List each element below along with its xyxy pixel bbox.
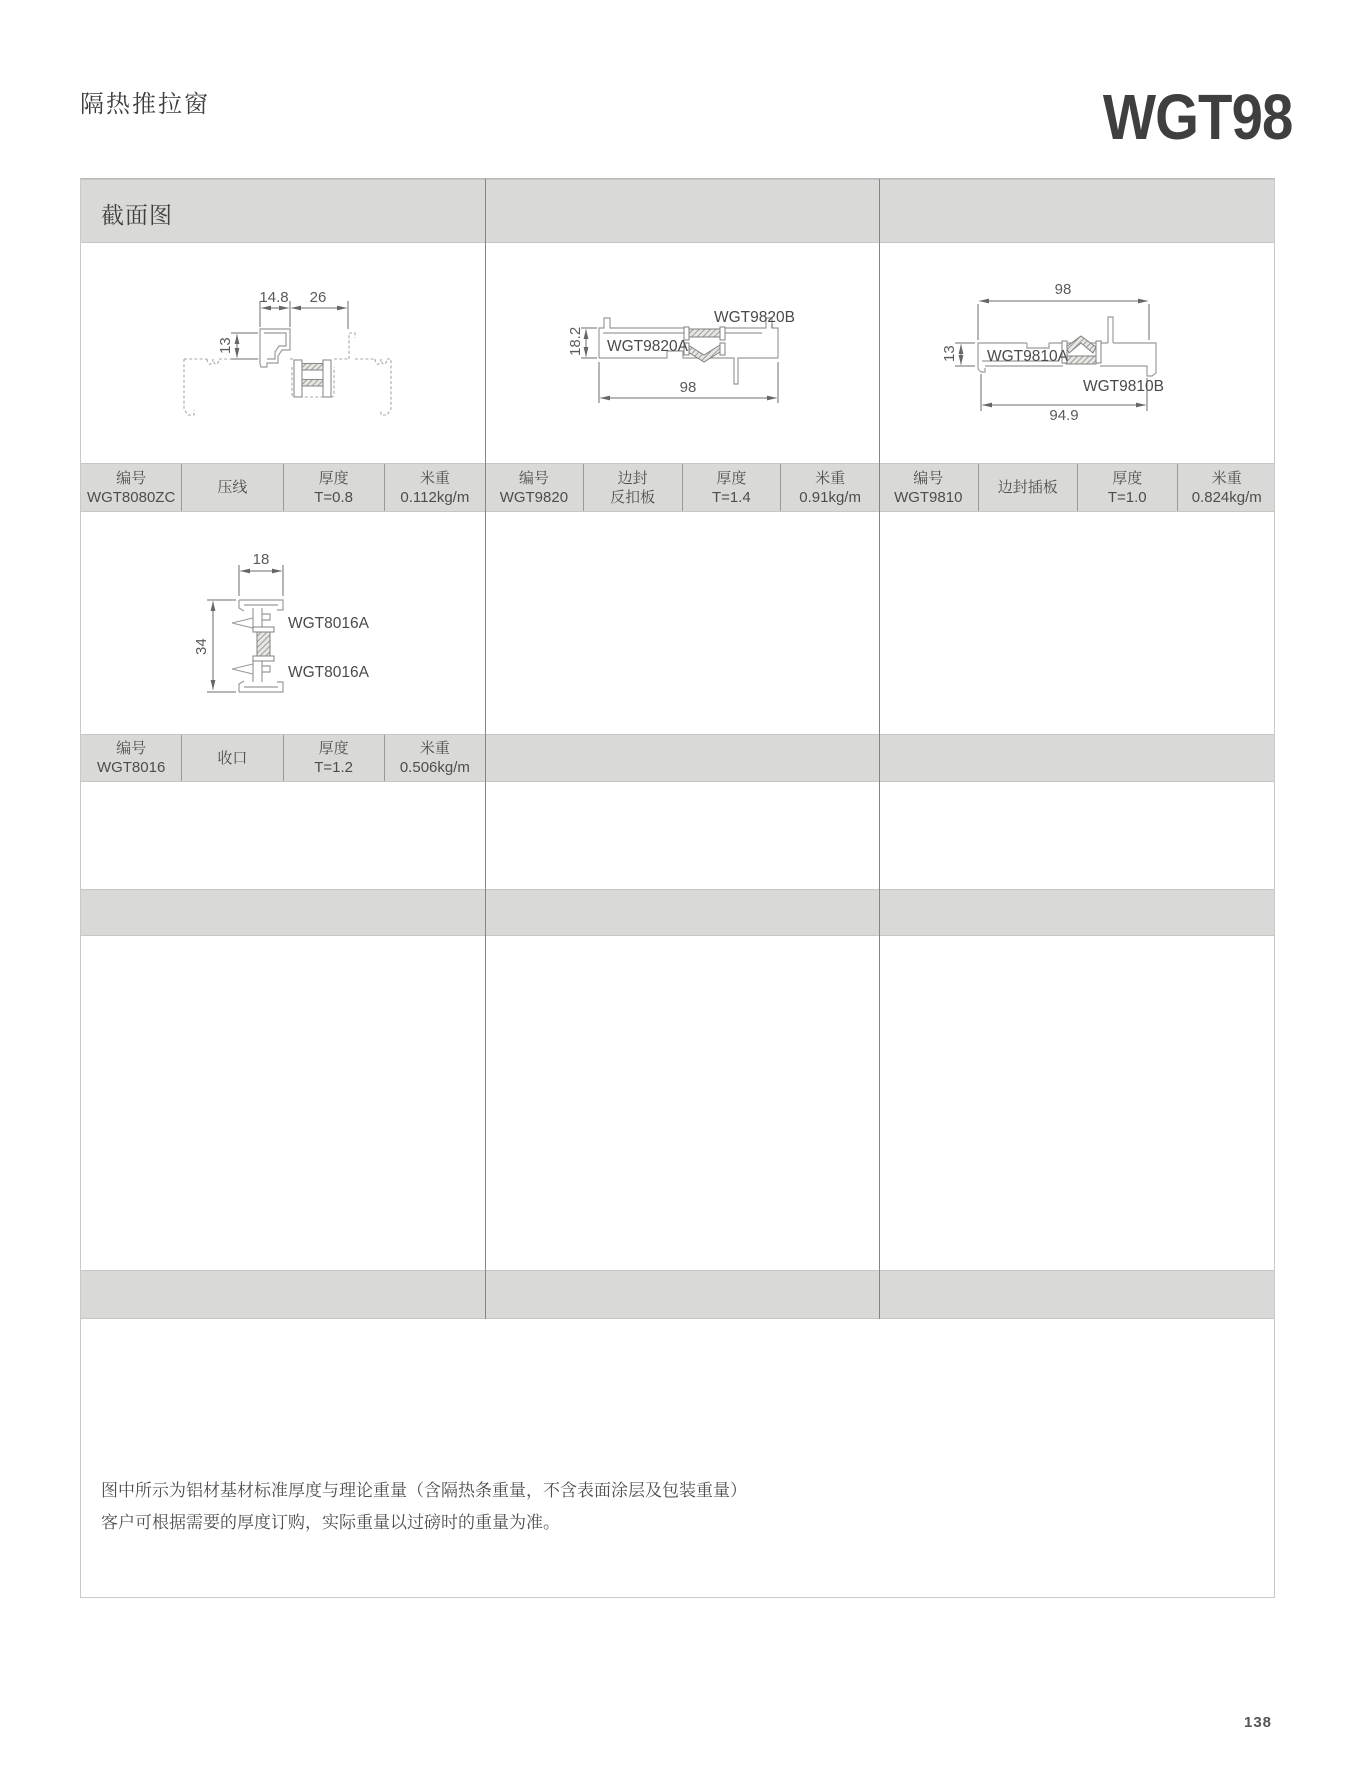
dim-height: 18.2 (567, 326, 584, 356)
part-label-a: WGT9810A (987, 348, 1068, 365)
weight-value: 0.91kg/m (799, 488, 861, 506)
page-title: 隔热推拉窗 (80, 91, 210, 118)
weight-label: 米重 (815, 469, 846, 487)
weight-value: 0.824kg/m (1191, 488, 1262, 506)
footnote-line-2: 客户可根据需要的厚度订购，实际重量以过磅时的重量为准。 (101, 1513, 560, 1532)
part-label-a: WGT9820A (607, 338, 688, 355)
part-label-a: WGT8016A (288, 615, 369, 632)
thickness-value: T=1.2 (314, 759, 354, 776)
cross-section-wgt8016 (81, 512, 485, 734)
thickness-value: T=0.8 (314, 488, 354, 506)
dim-width-bead: 14.8 (259, 289, 289, 306)
name-cell (583, 464, 682, 511)
code-cell (81, 735, 181, 781)
spec-wgt9820 (485, 464, 879, 511)
thickness-label: 厚度 (716, 469, 747, 487)
name-line2: 反扣板 (610, 488, 656, 506)
weight-label: 米重 (1211, 469, 1242, 487)
code-label: 编号 (518, 469, 549, 487)
column-divider (879, 179, 880, 1319)
cross-section-wgt8080zc (81, 243, 485, 463)
empty-row-band (81, 1270, 1274, 1319)
thickness-label: 厚度 (318, 740, 349, 757)
thermal-break (294, 360, 331, 397)
code-value: WGT9820 (499, 488, 569, 506)
thermal-break (253, 627, 274, 661)
code-label: 编号 (913, 469, 944, 487)
footnote-line-1: 图中所示为铝材基材标准厚度与理论重量（含隔热条重量，不含表面涂层及包装重量） (101, 1481, 747, 1500)
weight-cell (1177, 464, 1277, 511)
page-number: 138 (1244, 1714, 1273, 1731)
code-cell (81, 464, 181, 511)
dim-height: 34 (193, 638, 210, 655)
column-divider (485, 179, 486, 1319)
empty-row-band (81, 889, 1274, 936)
spec-row-2 (81, 734, 1274, 782)
bead-profile-outline (260, 329, 290, 367)
name-value: 收口 (217, 749, 248, 767)
footnote (101, 1475, 747, 1539)
weight-value: 0.506kg/m (399, 759, 470, 776)
model-code: WGT98 (1102, 81, 1292, 153)
thickness-value: T=1.0 (1107, 488, 1147, 506)
spec-wgt9810 (879, 464, 1276, 511)
name-cell (978, 464, 1078, 511)
name-cell (181, 464, 282, 511)
weight-cell (384, 735, 485, 781)
dim-width: 18 (252, 551, 270, 568)
code-value: WGT9810 (894, 488, 963, 506)
weight-cell (384, 464, 485, 511)
section-table (80, 178, 1275, 1598)
part-label-b: WGT9820B (714, 309, 795, 326)
code-cell (879, 464, 978, 511)
thickness-label: 厚度 (318, 469, 349, 487)
weight-label: 米重 (419, 740, 450, 757)
cross-section-wgt9820 (485, 243, 879, 463)
name-line1: 边封 (617, 469, 648, 487)
name-value: 压线 (217, 479, 248, 496)
part-label-b: WGT9810B (1083, 378, 1164, 395)
spec-wgt8080zc (81, 464, 485, 511)
spec-row-1 (81, 463, 1274, 512)
table-header-band (81, 179, 1274, 243)
dim-height: 13 (217, 337, 234, 354)
dim-width-gap: 26 (309, 289, 327, 306)
code-value: WGT8016 (96, 759, 166, 776)
code-label: 编号 (116, 469, 147, 487)
code-label: 编号 (116, 740, 147, 757)
thickness-cell (283, 735, 384, 781)
weight-value: 0.112kg/m (400, 488, 470, 506)
dim-width-bottom: 94.9 (1049, 407, 1079, 424)
thickness-cell (283, 464, 384, 511)
thickness-cell (682, 464, 781, 511)
dim-height: 13 (941, 345, 958, 362)
thickness-label: 厚度 (1112, 469, 1143, 487)
name-cell (181, 735, 282, 781)
section-header: 截面图 (101, 202, 173, 228)
weight-label: 米重 (419, 469, 450, 487)
code-value: WGT8080ZC (86, 488, 176, 506)
weight-cell (780, 464, 879, 511)
cross-section-wgt9810 (879, 243, 1276, 463)
gasket-arms (232, 618, 253, 674)
code-cell (485, 464, 583, 511)
dim-width-top: 98 (1054, 281, 1072, 298)
spec-wgt8016 (81, 735, 485, 781)
thickness-cell (1077, 464, 1177, 511)
part-label-b: WGT8016A (288, 664, 369, 681)
thermal-break (684, 327, 725, 362)
thickness-value: T=1.4 (711, 488, 751, 506)
dim-width: 98 (679, 379, 697, 396)
name-value: 边封插板 (997, 479, 1058, 496)
